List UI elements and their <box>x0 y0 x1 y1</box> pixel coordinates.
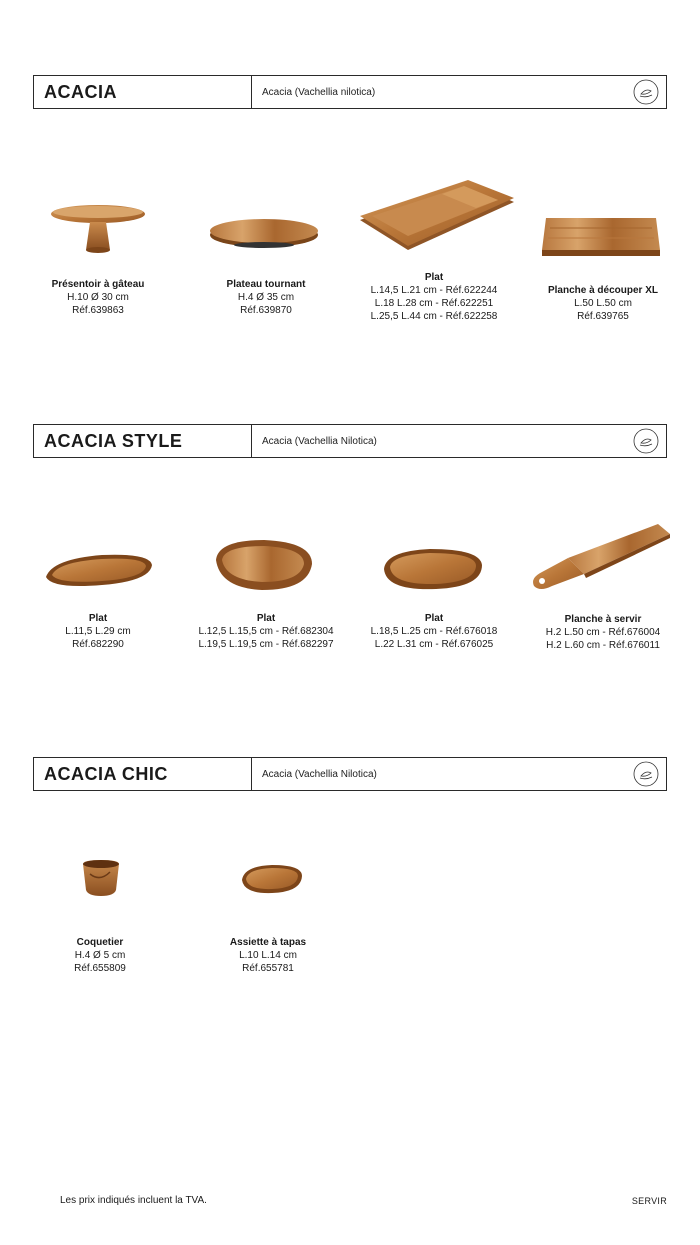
cake-stand-image <box>48 200 148 255</box>
vat-note: Les prix indiqués incluent la TVA. <box>60 1195 207 1206</box>
section-header-acacia-chic <box>33 757 667 791</box>
casa-cares-logo <box>626 76 666 108</box>
section-subtitle: Acacia (Vachellia Nilotica) <box>262 435 377 447</box>
product-turntable <box>206 278 326 317</box>
product-name: Plat <box>424 272 444 283</box>
product-detail: L.25,5 L.44 cm - Réf.622258 <box>370 311 498 322</box>
product-organic-plate <box>354 612 514 651</box>
product-tapas-plate <box>208 936 328 975</box>
category-label: SERVIR <box>631 1196 667 1206</box>
product-detail: Réf.655781 <box>242 963 294 974</box>
turntable-image <box>208 215 320 251</box>
section-header-acacia-style <box>33 424 667 458</box>
product-detail: L.10 L.14 cm <box>239 950 297 961</box>
product-long-plate <box>38 612 158 651</box>
product-cake-stand <box>38 278 158 317</box>
product-egg-cup <box>40 936 160 975</box>
leaf-hand-icon <box>633 79 659 105</box>
leaf-hand-icon <box>633 761 659 787</box>
product-detail: H.4 Ø 35 cm <box>237 292 295 303</box>
product-bowl-plate <box>186 612 346 651</box>
product-name: Coquetier <box>76 937 124 948</box>
tapas-plate-image <box>240 862 304 896</box>
product-detail: Réf.639765 <box>577 311 629 322</box>
product-detail: L.19,5 L.19,5 cm - Réf.682297 <box>198 639 334 650</box>
product-cutting-board <box>538 284 668 323</box>
section-header-acacia <box>33 75 667 109</box>
casa-cares-logo <box>626 425 666 457</box>
product-detail: L.11,5 L.29 cm <box>65 626 131 637</box>
organic-plate-image <box>380 545 486 593</box>
product-name: Plat <box>88 613 108 624</box>
section-title: ACACIA CHIC <box>34 758 252 790</box>
egg-cup-image <box>80 856 122 898</box>
bowl-plate-image <box>212 538 316 594</box>
product-name: Plat <box>424 613 444 624</box>
product-detail: L.18,5 L.25 cm - Réf.676018 <box>370 626 498 637</box>
product-detail: Réf.655809 <box>74 963 126 974</box>
section-title: ACACIA <box>34 76 252 108</box>
product-tray <box>354 271 514 323</box>
section-subtitle: Acacia (Vachellia nilotica) <box>262 86 376 98</box>
product-detail: L.12,5 L.15,5 cm - Réf.682304 <box>198 626 334 637</box>
product-detail: H.2 L.50 cm - Réf.676004 <box>545 627 661 638</box>
cutting-board-image <box>540 214 662 260</box>
product-name: Plat <box>256 613 276 624</box>
product-detail: L.18 L.28 cm - Réf.622251 <box>374 298 494 309</box>
leaf-hand-icon <box>633 428 659 454</box>
product-name: Assiette à tapas <box>229 937 307 948</box>
product-detail: L.22 L.31 cm - Réf.676025 <box>374 639 494 650</box>
product-detail: Réf.639870 <box>240 305 292 316</box>
product-name: Plateau tournant <box>226 279 306 290</box>
product-detail: Réf.639863 <box>72 305 124 316</box>
serving-board-image <box>528 522 672 594</box>
product-detail: H.10 Ø 30 cm <box>67 292 129 303</box>
product-detail: Réf.682290 <box>72 639 124 650</box>
long-plate-image <box>42 551 156 591</box>
product-detail: L.14,5 L.21 cm - Réf.622244 <box>370 285 498 296</box>
product-detail: L.50 L.50 cm <box>574 298 632 309</box>
product-detail: H.2 L.60 cm - Réf.676011 <box>546 640 660 651</box>
section-title: ACACIA STYLE <box>34 425 252 457</box>
product-name: Planche à découper XL <box>547 285 659 296</box>
section-subtitle: Acacia (Vachellia Nilotica) <box>262 768 377 780</box>
product-detail: H.4 Ø 5 cm <box>74 950 126 961</box>
tray-image <box>358 180 516 254</box>
casa-cares-logo <box>626 758 666 790</box>
product-name: Présentoir à gâteau <box>51 279 145 290</box>
product-name: Planche à servir <box>564 614 642 625</box>
product-serving-board <box>528 613 678 652</box>
